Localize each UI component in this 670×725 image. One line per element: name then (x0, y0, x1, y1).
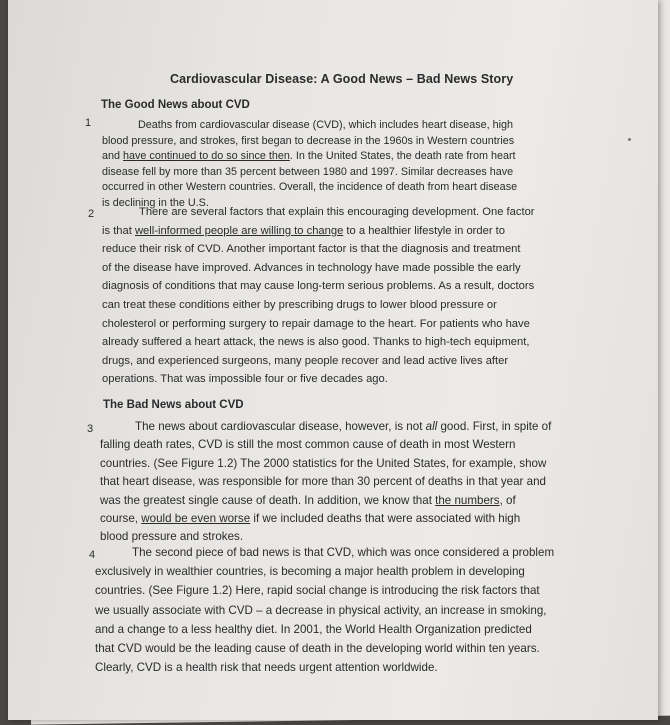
text-segment: occurred in other Western countries. Overall, the incidence of death from heart disease (102, 181, 518, 194)
text-line (102, 150, 516, 162)
text-line (100, 457, 546, 470)
text-segment: reduce their risk of CVD. Another important factor is that the diagnosis and treatment (102, 243, 521, 256)
text-segment: that heart disease, was responsible for more than 30 percent of deaths in that year and (100, 475, 546, 489)
text-line (132, 546, 554, 559)
text-line (100, 475, 546, 488)
text-segment: to a healthier lifestyle in order to (343, 224, 505, 237)
text-segment: already suffered a heart attack, the news is also good. Thanks to high-tech equipment, (102, 336, 530, 349)
text-line (102, 373, 388, 385)
text-segment: blood pressure, and strokes, first began to decrease in the 1960s in Western countries (102, 134, 515, 147)
text-line (139, 206, 535, 218)
text-segment: course, (100, 512, 142, 525)
text-line (102, 225, 505, 237)
text-segment: that CVD would be the leading cause of death in the developing world within ten years. (95, 642, 540, 655)
text-segment: The news about cardiovascular disease, however, is not (135, 420, 426, 433)
underlined-text: the numbers (435, 493, 500, 507)
text-segment: Deaths from cardiovascular disease (CVD), which includes heart disease, high (138, 119, 514, 131)
underlined-text: well-informed people are willing to change (134, 224, 344, 237)
text-line (102, 280, 534, 292)
text-line (95, 623, 532, 636)
text-segment: and (102, 150, 124, 163)
text-line (100, 494, 516, 507)
text-line (95, 642, 540, 655)
text-segment: Clearly, CVD is a health risk that needs urgent attention worldwide. (95, 661, 438, 675)
text-segment: countries. (See Figure 1.2) Here, rapid social change is introducing the risk factors that (95, 584, 540, 598)
text-segment: disease fell by more than 35 percent between 1980 and 1997. Similar decreases have (102, 165, 514, 178)
paragraph-number: 3 (87, 423, 94, 435)
text-line (100, 530, 243, 543)
text-segment: exclusively in wealthier countries, is becoming a major health problem in developing (95, 565, 525, 579)
text-segment: falling death rates, CVD is still the most common cause of death in most Western (100, 438, 516, 452)
paragraph-number: 1 (85, 117, 92, 129)
text-segment: good. First, in spite of (437, 420, 552, 433)
italic-text: all (425, 420, 438, 433)
text-line (102, 135, 514, 147)
text-segment: operations. That was impossible four or five decades ago. (102, 373, 388, 386)
paragraph-number: 4 (89, 549, 96, 561)
text-line (102, 318, 530, 330)
text-line (102, 299, 497, 311)
good-news-heading: The Good News about CVD (101, 99, 250, 111)
text-line (95, 565, 525, 578)
text-segment: of the disease have improved. Advances in technology have made possible the early (102, 261, 521, 274)
text-line (95, 584, 540, 597)
text-line (102, 166, 513, 178)
paragraph-number: 2 (88, 208, 95, 220)
text-line (102, 243, 521, 255)
text-segment: blood pressure and strokes. (100, 530, 244, 544)
text-segment: , of (499, 493, 516, 507)
text-segment: countries. (See Figure 1.2) The 2000 statistics for the United States, for example, show (100, 456, 547, 470)
text-segment: can treat these conditions either by prescribing drugs to lower blood pressure or (102, 299, 497, 311)
text-line (102, 181, 517, 193)
text-segment: . In the United States, the death rate from heart (289, 150, 516, 163)
document-page (8, 0, 658, 720)
underlined-text: have continued to do so since then (123, 150, 290, 163)
text-line (95, 604, 547, 617)
text-segment: is declining in the U.S. (102, 197, 209, 209)
text-line (138, 119, 513, 131)
bad-news-heading: The Bad News about CVD (103, 399, 244, 411)
text-segment: if we included deaths that were associated with high (250, 512, 521, 525)
text-segment: There are several factors that explain this encouraging development. One factor (139, 206, 535, 218)
text-segment: we usually associate with CVD – a decrease in physical activity, an increase in smoking, (95, 603, 547, 617)
text-segment: The second piece of bad news is that CVD, which was once considered a problem (132, 546, 555, 559)
text-segment: and a change to a less healthy diet. In 2001, the World Health Organization predicted (95, 622, 532, 636)
text-line (102, 355, 508, 367)
text-line (135, 420, 551, 433)
text-line (102, 336, 529, 348)
page-mark (628, 138, 631, 141)
text-segment: was the greatest single cause of death. In addition, we know that (100, 493, 436, 507)
text-line (100, 438, 515, 451)
text-segment: diagnosis of conditions that may cause long-term serious problems. As a result, doctors (102, 280, 535, 293)
text-segment: drugs, and experienced surgeons, many people recover and lead active lives after (102, 354, 509, 367)
text-segment: is that (102, 224, 135, 237)
text-segment: cholesterol or performing surgery to repair damage to the heart. For patients who have (102, 317, 530, 330)
text-line (100, 512, 520, 525)
text-line (102, 262, 521, 274)
underlined-text: would be even worse (141, 512, 251, 525)
text-line (95, 661, 438, 674)
document-title: Cardiovascular Disease: A Good News – Bad News Story (170, 72, 514, 86)
